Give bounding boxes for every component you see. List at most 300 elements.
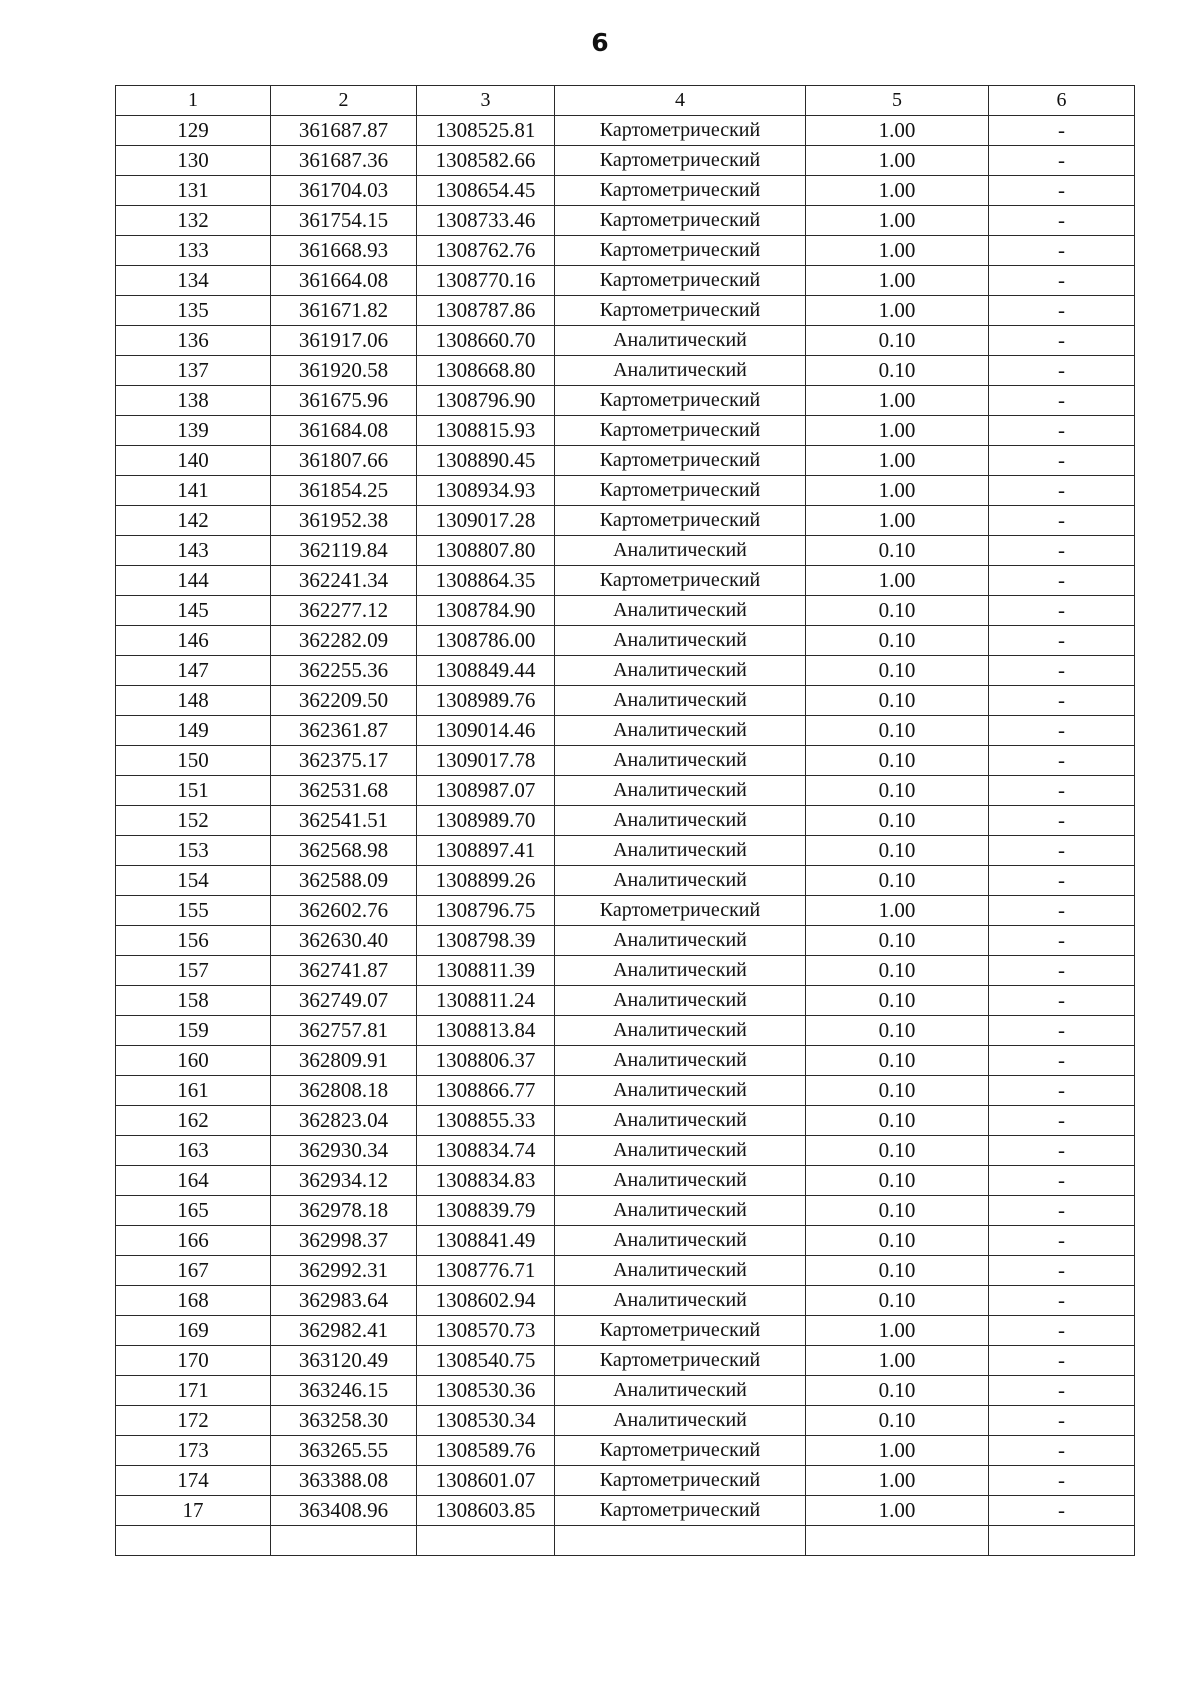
y-coordinate-cell: 1308530.34 (417, 1406, 555, 1436)
table-row (116, 1286, 1135, 1316)
method-cell: Аналитический (555, 1076, 806, 1106)
y-coordinate-cell: 1308762.76 (417, 236, 555, 266)
accuracy-cell: 1.00 (806, 506, 989, 536)
note-cell: - (989, 206, 1135, 236)
method-cell: Картометрический (555, 1466, 806, 1496)
x-coordinate-cell: 362982.41 (271, 1316, 417, 1346)
accuracy-cell: 0.10 (806, 776, 989, 806)
point-number-cell: 149 (116, 716, 271, 746)
method-cell: Аналитический (555, 1406, 806, 1436)
accuracy-cell: 0.10 (806, 1046, 989, 1076)
table-row (116, 1046, 1135, 1076)
point-number-cell: 164 (116, 1166, 271, 1196)
point-number-cell: 140 (116, 446, 271, 476)
point-number-cell: 133 (116, 236, 271, 266)
table-row (116, 896, 1135, 926)
accuracy-cell: 1.00 (806, 176, 989, 206)
note-cell: - (989, 416, 1135, 446)
method-cell: Картометрический (555, 416, 806, 446)
x-coordinate-cell: 363388.08 (271, 1466, 417, 1496)
y-coordinate-cell: 1308807.80 (417, 536, 555, 566)
point-number-cell: 172 (116, 1406, 271, 1436)
method-cell: Аналитический (555, 716, 806, 746)
accuracy-cell: 1.00 (806, 416, 989, 446)
point-number-cell: 139 (116, 416, 271, 446)
note-cell: - (989, 236, 1135, 266)
point-number-cell: 152 (116, 806, 271, 836)
note-cell: - (989, 806, 1135, 836)
column-header: 1 (116, 86, 271, 116)
point-number-cell: 150 (116, 746, 271, 776)
method-cell: Картометрический (555, 266, 806, 296)
note-cell: - (989, 1436, 1135, 1466)
x-coordinate-cell: 361684.08 (271, 416, 417, 446)
point-number-cell: 166 (116, 1226, 271, 1256)
table-row (116, 296, 1135, 326)
note-cell: - (989, 1106, 1135, 1136)
y-coordinate-cell: 1308540.75 (417, 1346, 555, 1376)
accuracy-cell: 0.10 (806, 356, 989, 386)
accuracy-cell: 1.00 (806, 1466, 989, 1496)
y-coordinate-cell: 1308849.44 (417, 656, 555, 686)
x-coordinate-cell: 362809.91 (271, 1046, 417, 1076)
method-cell: Аналитический (555, 956, 806, 986)
y-coordinate-cell: 1308601.07 (417, 1466, 555, 1496)
table-row (116, 836, 1135, 866)
note-cell: - (989, 776, 1135, 806)
table-row (116, 146, 1135, 176)
note-cell: - (989, 1256, 1135, 1286)
accuracy-cell: 0.10 (806, 686, 989, 716)
point-number-cell: 169 (116, 1316, 271, 1346)
y-coordinate-cell: 1308796.75 (417, 896, 555, 926)
note-cell: - (989, 446, 1135, 476)
table-row (116, 1016, 1135, 1046)
point-number-cell: 17 (116, 1496, 271, 1526)
point-number-cell: 151 (116, 776, 271, 806)
x-coordinate-cell: 361664.08 (271, 266, 417, 296)
y-coordinate-cell: 1308855.33 (417, 1106, 555, 1136)
point-number-cell: 167 (116, 1256, 271, 1286)
method-cell: Картометрический (555, 296, 806, 326)
x-coordinate-cell: 362209.50 (271, 686, 417, 716)
x-coordinate-cell: 362119.84 (271, 536, 417, 566)
point-number-cell: 157 (116, 956, 271, 986)
table-row (116, 116, 1135, 146)
accuracy-cell: 0.10 (806, 956, 989, 986)
accuracy-cell: 1.00 (806, 116, 989, 146)
accuracy-cell: 0.10 (806, 536, 989, 566)
method-cell: Аналитический (555, 1166, 806, 1196)
note-cell: - (989, 176, 1135, 206)
table-row (116, 356, 1135, 386)
table-row (116, 416, 1135, 446)
note-cell: - (989, 626, 1135, 656)
point-number-cell: 156 (116, 926, 271, 956)
table-row (116, 626, 1135, 656)
method-cell: Аналитический (555, 1046, 806, 1076)
point-number-cell: 163 (116, 1136, 271, 1166)
table-row (116, 326, 1135, 356)
accuracy-cell: 0.10 (806, 1136, 989, 1166)
accuracy-cell: 0.10 (806, 1106, 989, 1136)
y-coordinate-cell: 1308602.94 (417, 1286, 555, 1316)
x-coordinate-cell: 362375.17 (271, 746, 417, 776)
table-row (116, 206, 1135, 236)
table-row (116, 656, 1135, 686)
x-coordinate-cell: 363258.30 (271, 1406, 417, 1436)
y-coordinate-cell: 1309017.28 (417, 506, 555, 536)
table-row (116, 986, 1135, 1016)
note-cell: - (989, 836, 1135, 866)
x-coordinate-cell: 363120.49 (271, 1346, 417, 1376)
y-coordinate-cell: 1308899.26 (417, 866, 555, 896)
x-coordinate-cell: 361917.06 (271, 326, 417, 356)
note-cell: - (989, 1166, 1135, 1196)
y-coordinate-cell: 1308570.73 (417, 1316, 555, 1346)
point-number-cell (116, 1526, 271, 1556)
note-cell: - (989, 716, 1135, 746)
table-row (116, 1346, 1135, 1376)
accuracy-cell: 0.10 (806, 836, 989, 866)
method-cell: Аналитический (555, 806, 806, 836)
method-cell: Аналитический (555, 1136, 806, 1166)
x-coordinate-cell: 362568.98 (271, 836, 417, 866)
note-cell: - (989, 1196, 1135, 1226)
x-coordinate-cell: 361704.03 (271, 176, 417, 206)
x-coordinate-cell: 362934.12 (271, 1166, 417, 1196)
point-number-cell: 155 (116, 896, 271, 926)
note-cell: - (989, 1466, 1135, 1496)
y-coordinate-cell: 1308668.80 (417, 356, 555, 386)
accuracy-cell: 1.00 (806, 566, 989, 596)
method-cell: Картометрический (555, 386, 806, 416)
table-row (116, 476, 1135, 506)
method-cell: Картометрический (555, 446, 806, 476)
accuracy-cell: 0.10 (806, 716, 989, 746)
y-coordinate-cell: 1308660.70 (417, 326, 555, 356)
y-coordinate-cell: 1308834.74 (417, 1136, 555, 1166)
method-cell: Аналитический (555, 1256, 806, 1286)
column-header: 2 (271, 86, 417, 116)
point-number-cell: 132 (116, 206, 271, 236)
x-coordinate-cell: 361668.93 (271, 236, 417, 266)
x-coordinate-cell: 362588.09 (271, 866, 417, 896)
method-cell: Аналитический (555, 626, 806, 656)
note-cell: - (989, 1316, 1135, 1346)
note-cell: - (989, 506, 1135, 536)
table-row (116, 806, 1135, 836)
table-row (116, 1376, 1135, 1406)
method-cell: Картометрический (555, 896, 806, 926)
note-cell: - (989, 296, 1135, 326)
y-coordinate-cell: 1308811.39 (417, 956, 555, 986)
table-row (116, 1196, 1135, 1226)
accuracy-cell: 0.10 (806, 1076, 989, 1106)
y-coordinate-cell: 1308603.85 (417, 1496, 555, 1526)
x-coordinate-cell: 362282.09 (271, 626, 417, 656)
x-coordinate-cell: 362757.81 (271, 1016, 417, 1046)
y-coordinate-cell: 1308934.93 (417, 476, 555, 506)
table-row (116, 266, 1135, 296)
y-coordinate-cell: 1308989.70 (417, 806, 555, 836)
note-cell: - (989, 566, 1135, 596)
accuracy-cell: 0.10 (806, 626, 989, 656)
y-coordinate-cell: 1309017.78 (417, 746, 555, 776)
method-cell: Картометрический (555, 1496, 806, 1526)
y-coordinate-cell: 1308784.90 (417, 596, 555, 626)
note-cell: - (989, 116, 1135, 146)
note-cell: - (989, 476, 1135, 506)
table-row (116, 446, 1135, 476)
accuracy-cell: 0.10 (806, 866, 989, 896)
note-cell: - (989, 686, 1135, 716)
table-row (116, 776, 1135, 806)
point-number-cell: 160 (116, 1046, 271, 1076)
point-number-cell: 171 (116, 1376, 271, 1406)
table-row (116, 1136, 1135, 1166)
y-coordinate-cell: 1308530.36 (417, 1376, 555, 1406)
point-number-cell: 165 (116, 1196, 271, 1226)
method-cell: Картометрический (555, 116, 806, 146)
x-coordinate-cell: 362241.34 (271, 566, 417, 596)
y-coordinate-cell: 1308525.81 (417, 116, 555, 146)
y-coordinate-cell: 1308806.37 (417, 1046, 555, 1076)
table-header-row (116, 86, 1135, 116)
point-number-cell: 143 (116, 536, 271, 566)
accuracy-cell: 0.10 (806, 656, 989, 686)
method-cell: Картометрический (555, 1436, 806, 1466)
x-coordinate-cell: 361687.36 (271, 146, 417, 176)
column-header: 6 (989, 86, 1135, 116)
point-number-cell: 146 (116, 626, 271, 656)
table-row (116, 536, 1135, 566)
point-number-cell: 134 (116, 266, 271, 296)
point-number-cell: 162 (116, 1106, 271, 1136)
x-coordinate-cell: 362741.87 (271, 956, 417, 986)
point-number-cell: 161 (116, 1076, 271, 1106)
method-cell: Картометрический (555, 236, 806, 266)
method-cell: Аналитический (555, 536, 806, 566)
y-coordinate-cell: 1308811.24 (417, 986, 555, 1016)
y-coordinate-cell: 1308866.77 (417, 1076, 555, 1106)
point-number-cell: 158 (116, 986, 271, 1016)
y-coordinate-cell: 1308776.71 (417, 1256, 555, 1286)
table-row (116, 386, 1135, 416)
coordinates-table (115, 85, 1135, 1556)
x-coordinate-cell: 363246.15 (271, 1376, 417, 1406)
method-cell: Аналитический (555, 686, 806, 716)
x-coordinate-cell: 361952.38 (271, 506, 417, 536)
accuracy-cell: 1.00 (806, 1436, 989, 1466)
method-cell: Аналитический (555, 1286, 806, 1316)
method-cell: Аналитический (555, 1196, 806, 1226)
x-coordinate-cell: 361854.25 (271, 476, 417, 506)
accuracy-cell: 0.10 (806, 1226, 989, 1256)
accuracy-cell: 0.10 (806, 746, 989, 776)
y-coordinate-cell: 1308654.45 (417, 176, 555, 206)
accuracy-cell: 0.10 (806, 326, 989, 356)
point-number-cell: 141 (116, 476, 271, 506)
x-coordinate-cell: 362602.76 (271, 896, 417, 926)
note-cell: - (989, 266, 1135, 296)
accuracy-cell: 0.10 (806, 1376, 989, 1406)
x-coordinate-cell: 362992.31 (271, 1256, 417, 1286)
x-coordinate-cell: 362823.04 (271, 1106, 417, 1136)
accuracy-cell: 0.10 (806, 926, 989, 956)
note-cell: - (989, 356, 1135, 386)
point-number-cell: 168 (116, 1286, 271, 1316)
point-number-cell: 153 (116, 836, 271, 866)
x-coordinate-cell: 361754.15 (271, 206, 417, 236)
x-coordinate-cell: 362630.40 (271, 926, 417, 956)
note-cell (989, 1526, 1135, 1556)
method-cell: Аналитический (555, 986, 806, 1016)
y-coordinate-cell: 1308989.76 (417, 686, 555, 716)
point-number-cell: 170 (116, 1346, 271, 1376)
method-cell: Картометрический (555, 146, 806, 176)
page-number: 6 (591, 28, 609, 57)
y-coordinate-cell: 1308798.39 (417, 926, 555, 956)
note-cell: - (989, 866, 1135, 896)
x-coordinate-cell: 361671.82 (271, 296, 417, 326)
x-coordinate-cell (271, 1526, 417, 1556)
method-cell: Картометрический (555, 176, 806, 206)
table-row (116, 566, 1135, 596)
accuracy-cell (806, 1526, 989, 1556)
accuracy-cell: 1.00 (806, 206, 989, 236)
point-number-cell: 129 (116, 116, 271, 146)
method-cell: Аналитический (555, 836, 806, 866)
table-row (116, 926, 1135, 956)
method-cell: Картометрический (555, 206, 806, 236)
note-cell: - (989, 386, 1135, 416)
table-row (116, 1526, 1135, 1556)
note-cell: - (989, 1376, 1135, 1406)
method-cell: Аналитический (555, 1106, 806, 1136)
x-coordinate-cell: 361807.66 (271, 446, 417, 476)
method-cell: Аналитический (555, 926, 806, 956)
accuracy-cell: 1.00 (806, 386, 989, 416)
note-cell: - (989, 1136, 1135, 1166)
table-row (116, 596, 1135, 626)
x-coordinate-cell: 363408.96 (271, 1496, 417, 1526)
column-header: 4 (555, 86, 806, 116)
x-coordinate-cell: 362749.07 (271, 986, 417, 1016)
x-coordinate-cell: 362541.51 (271, 806, 417, 836)
accuracy-cell: 1.00 (806, 146, 989, 176)
table-row (116, 1496, 1135, 1526)
table-row (116, 686, 1135, 716)
x-coordinate-cell: 362930.34 (271, 1136, 417, 1166)
table-row (116, 1226, 1135, 1256)
note-cell: - (989, 596, 1135, 626)
method-cell: Картометрический (555, 506, 806, 536)
accuracy-cell: 1.00 (806, 1496, 989, 1526)
note-cell: - (989, 1346, 1135, 1376)
accuracy-cell: 1.00 (806, 1346, 989, 1376)
table-row (116, 1316, 1135, 1346)
table-row (116, 746, 1135, 776)
x-coordinate-cell: 361687.87 (271, 116, 417, 146)
table-row (116, 1106, 1135, 1136)
y-coordinate-cell: 1308815.93 (417, 416, 555, 446)
note-cell: - (989, 656, 1135, 686)
accuracy-cell: 0.10 (806, 1166, 989, 1196)
x-coordinate-cell: 362361.87 (271, 716, 417, 746)
point-number-cell: 173 (116, 1436, 271, 1466)
note-cell: - (989, 986, 1135, 1016)
method-cell: Аналитический (555, 746, 806, 776)
point-number-cell: 145 (116, 596, 271, 626)
note-cell: - (989, 1496, 1135, 1526)
y-coordinate-cell: 1309014.46 (417, 716, 555, 746)
table-row (116, 176, 1135, 206)
method-cell: Аналитический (555, 1376, 806, 1406)
note-cell: - (989, 1016, 1135, 1046)
note-cell: - (989, 956, 1135, 986)
y-coordinate-cell: 1308733.46 (417, 206, 555, 236)
method-cell: Аналитический (555, 326, 806, 356)
table-row (116, 1076, 1135, 1106)
note-cell: - (989, 1076, 1135, 1106)
x-coordinate-cell: 362983.64 (271, 1286, 417, 1316)
y-coordinate-cell: 1308796.90 (417, 386, 555, 416)
y-coordinate-cell: 1308987.07 (417, 776, 555, 806)
note-cell: - (989, 926, 1135, 956)
x-coordinate-cell: 361675.96 (271, 386, 417, 416)
x-coordinate-cell: 362978.18 (271, 1196, 417, 1226)
method-cell: Аналитический (555, 356, 806, 386)
method-cell: Картометрический (555, 476, 806, 506)
point-number-cell: 159 (116, 1016, 271, 1046)
note-cell: - (989, 896, 1135, 926)
accuracy-cell: 0.10 (806, 806, 989, 836)
accuracy-cell: 0.10 (806, 1406, 989, 1436)
accuracy-cell: 0.10 (806, 1286, 989, 1316)
accuracy-cell: 0.10 (806, 1256, 989, 1286)
accuracy-cell: 1.00 (806, 896, 989, 926)
point-number-cell: 130 (116, 146, 271, 176)
x-coordinate-cell: 362255.36 (271, 656, 417, 686)
point-number-cell: 142 (116, 506, 271, 536)
method-cell: Картометрический (555, 566, 806, 596)
table-row (116, 716, 1135, 746)
note-cell: - (989, 746, 1135, 776)
point-number-cell: 138 (116, 386, 271, 416)
note-cell: - (989, 1046, 1135, 1076)
method-cell: Аналитический (555, 1226, 806, 1256)
note-cell: - (989, 146, 1135, 176)
table-row (116, 236, 1135, 266)
table-row (116, 1406, 1135, 1436)
point-number-cell: 135 (116, 296, 271, 326)
accuracy-cell: 1.00 (806, 236, 989, 266)
note-cell: - (989, 1286, 1135, 1316)
accuracy-cell: 0.10 (806, 596, 989, 626)
y-coordinate-cell: 1308839.79 (417, 1196, 555, 1226)
table-row (116, 866, 1135, 896)
table-row (116, 1166, 1135, 1196)
point-number-cell: 144 (116, 566, 271, 596)
y-coordinate-cell: 1308770.16 (417, 266, 555, 296)
accuracy-cell: 1.00 (806, 266, 989, 296)
y-coordinate-cell: 1308897.41 (417, 836, 555, 866)
y-coordinate-cell: 1308787.86 (417, 296, 555, 326)
accuracy-cell: 0.10 (806, 1016, 989, 1046)
method-cell: Аналитический (555, 596, 806, 626)
column-header: 5 (806, 86, 989, 116)
